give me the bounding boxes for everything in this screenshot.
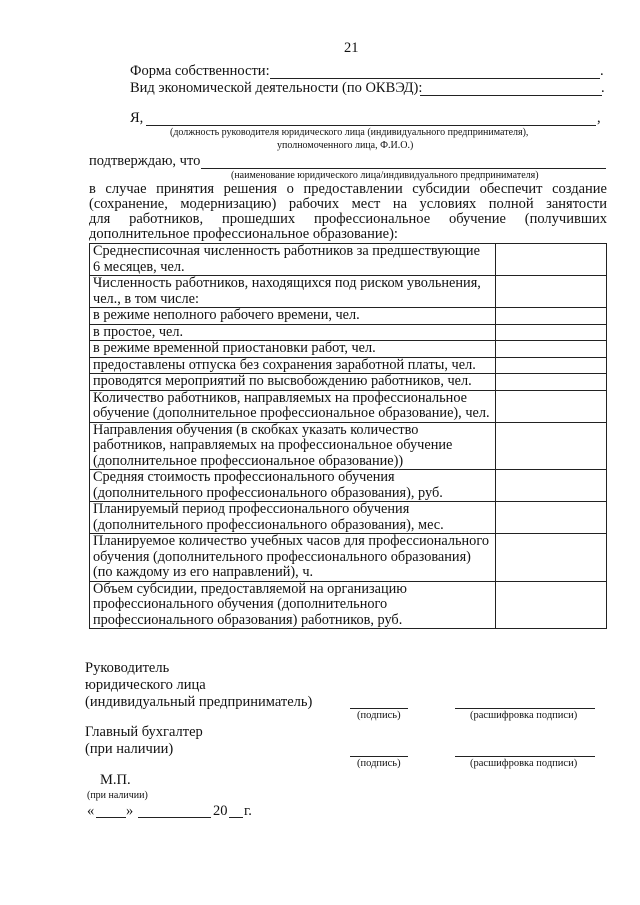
organization-caption: (наименование юридического лица/индивидуального предпринимателя) [231, 170, 539, 181]
date-close-quote: » [126, 803, 134, 819]
date-month-field[interactable] [138, 817, 211, 818]
row-label: Среднесписочная численность работников за предшествующие 6 месяцев, чел. [90, 244, 496, 276]
table-row [90, 357, 607, 374]
i-label: Я, [130, 110, 144, 126]
intro-line: для работников, прошедших профессиональное обучение (получивших [89, 211, 607, 227]
row-value[interactable] [496, 308, 607, 325]
row-label: Планируемое количество учебных часов для профессионального обучения (дополнительного профессионального образования) (по каждому из его направлений), ч. [90, 534, 496, 582]
row-value[interactable] [496, 422, 607, 470]
position-caption-2: уполномоченного лица, Ф.И.О.) [277, 140, 414, 151]
row-label: в режиме неполного рабочего времени, чел. [90, 308, 496, 325]
table-row [90, 374, 607, 391]
head-decode-caption: (расшифровка подписи) [470, 710, 578, 721]
row-value[interactable] [496, 357, 607, 374]
head-line: (индивидуальный предприниматель) [85, 694, 313, 710]
accountant-decode-caption: (расшифровка подписи) [470, 758, 578, 769]
row-label: Объем субсидии, предоставляемой на организацию профессионального обучения (дополнительного профессионального образования) работников, руб. [90, 581, 496, 629]
row-value[interactable] [496, 502, 607, 534]
ownership-label: Форма собственности: [130, 63, 270, 79]
table-row [90, 502, 607, 534]
head-signature-field[interactable] [350, 708, 408, 709]
row-label: предоставлены отпуска без сохранения заработной платы, чел. [90, 357, 496, 374]
row-value[interactable] [496, 324, 607, 341]
position-comma: , [597, 110, 601, 126]
head-line: Руководитель [85, 660, 170, 676]
year-prefix: 20 [213, 803, 228, 819]
row-label: проводятся мероприятий по высвобождению работников, чел. [90, 374, 496, 391]
table-row [90, 470, 607, 502]
row-value[interactable] [496, 374, 607, 391]
ownership-period: . [600, 63, 604, 79]
subsidy-table [89, 243, 607, 629]
ownership-field[interactable] [270, 78, 600, 79]
row-label: в режиме временной приостановки работ, чел. [90, 341, 496, 358]
row-label: Численность работников, находящихся под риском увольнения, чел., в том числе: [90, 276, 496, 308]
table-row [90, 581, 607, 629]
position-field[interactable] [146, 125, 596, 126]
page-number: 21 [344, 40, 359, 56]
confirm-label: подтверждаю, что [89, 153, 201, 169]
row-label: в простое, чел. [90, 324, 496, 341]
table-row [90, 534, 607, 582]
row-value[interactable] [496, 390, 607, 422]
table-row [90, 422, 607, 470]
accountant-signature-caption: (подпись) [357, 758, 401, 769]
head-line: юридического лица [85, 677, 206, 693]
intro-line: (сохранение, модернизацию) рабочих мест на условиях полной занятости [89, 196, 607, 212]
date-year-field[interactable] [229, 817, 243, 818]
head-decode-field[interactable] [455, 708, 595, 709]
row-label: Планируемый период профессионального обучения (дополнительного профессионального образования), мес. [90, 502, 496, 534]
row-value[interactable] [496, 244, 607, 276]
year-suffix: г. [244, 803, 252, 819]
table-row [90, 276, 607, 308]
stamp-label: М.П. [100, 772, 131, 788]
activity-label: Вид экономической деятельности (по ОКВЭД): [130, 80, 423, 96]
intro-line: дополнительное профессиональное образование): [89, 226, 398, 242]
organization-field[interactable] [201, 168, 606, 169]
table-row [90, 390, 607, 422]
row-label: Средняя стоимость профессионального обучения (дополнительного профессионального образования), руб. [90, 470, 496, 502]
row-value[interactable] [496, 470, 607, 502]
row-value[interactable] [496, 534, 607, 582]
table-row [90, 341, 607, 358]
date-open-quote: « [87, 803, 95, 819]
row-label: Количество работников, направляемых на профессиональное обучение (дополнительное профессиональное образование), чел. [90, 390, 496, 422]
head-signature-caption: (подпись) [357, 710, 401, 721]
position-caption-1: (должность руководителя юридического лица (индивидуального предпринимателя), [170, 127, 529, 138]
table-row [90, 244, 607, 276]
intro-line: в случае принятия решения о предоставлении субсидии обеспечит создание [89, 181, 607, 197]
activity-period: . [601, 80, 605, 96]
activity-field[interactable] [420, 95, 602, 96]
table-row [90, 324, 607, 341]
date-day-field[interactable] [96, 817, 126, 818]
accountant-signature-field[interactable] [350, 756, 408, 757]
row-value[interactable] [496, 276, 607, 308]
accountant-line: (при наличии) [85, 741, 174, 757]
table-row [90, 308, 607, 325]
stamp-note: (при наличии) [87, 790, 148, 801]
row-value[interactable] [496, 341, 607, 358]
accountant-decode-field[interactable] [455, 756, 595, 757]
accountant-line: Главный бухгалтер [85, 724, 203, 740]
row-value[interactable] [496, 581, 607, 629]
row-label: Направления обучения (в скобках указать количество работников, направляемых на профессиональное обучение (дополнительное профессиональное образование)) [90, 422, 496, 470]
